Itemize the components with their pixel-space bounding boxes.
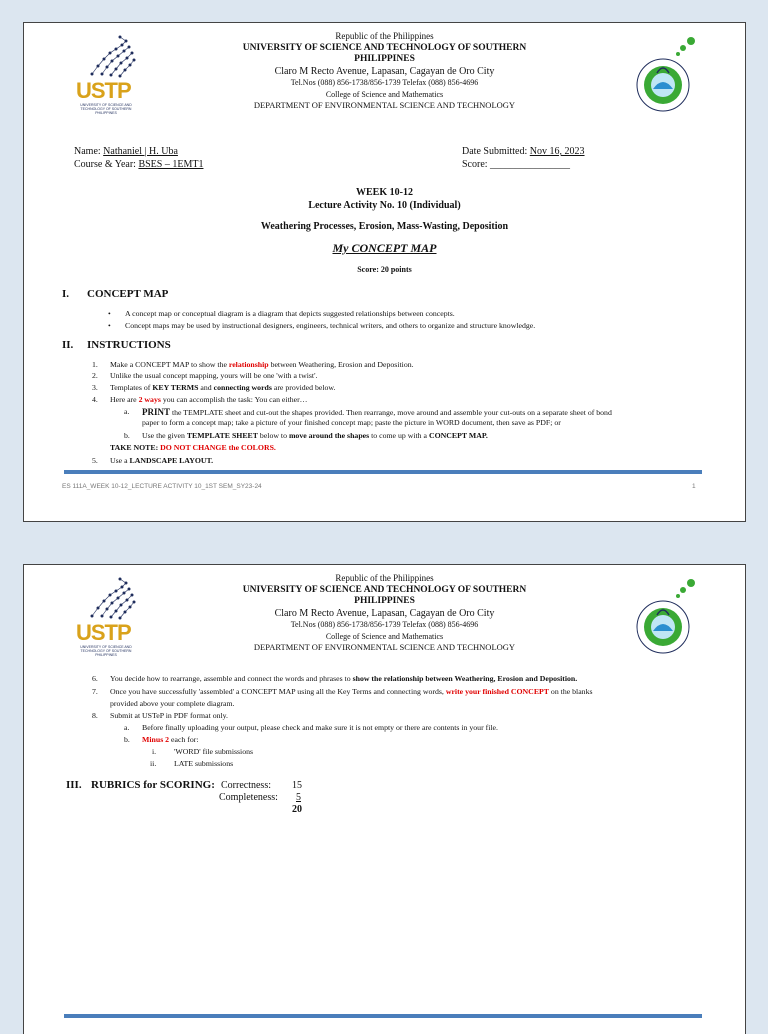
ustp-logo-subtitle: UNIVERSITY OF SCIENCE AND TECHNOLOGY OF SOUTHERN PHILIPPINES <box>80 645 132 657</box>
header-line-college: College of Science and Mathematics <box>325 631 444 641</box>
instruction-6: You decide how to rearrange, assemble and connect the words and phrases to show the relationship between Weathering, Erosion and Deposition. <box>110 674 578 683</box>
roman-marker-ii: ii. <box>150 759 157 768</box>
score-title: Score: 20 points <box>357 265 412 274</box>
instruction-7-line-2: provided above your complete diagram. <box>110 699 235 708</box>
footer-text: ES 111A_WEEK 10-12_LECTURE ACTIVITY 10_1ST SEM_SY23-24 <box>62 483 262 490</box>
footer-rule <box>64 470 702 474</box>
course-value: BSES – 1EMT1 <box>138 159 204 170</box>
list-number-7: 7. <box>92 687 98 696</box>
instruction-4a-line-1: PRINT the TEMPLATE sheet and cut-out the shapes provided. Then rearrange, move around and assemble your cut-outs on a separate sheet of bond <box>142 407 612 417</box>
list-number-3: 3. <box>92 383 98 392</box>
name-value: Nathaniel | H. Uba <box>103 146 178 157</box>
instruction-4: Here are 2 ways you can accomplish the task: You can either… <box>110 395 308 404</box>
section-3-number: III. <box>66 779 82 791</box>
university-header <box>24 31 745 112</box>
instruction-4a-line-2: paper to form a concept map; take a picture of your finished concept map; paste the picture in WORD document, then save as PDF; or <box>142 418 561 427</box>
completeness-value: 5 <box>296 792 301 803</box>
course-label: Course & Year: <box>74 159 136 170</box>
section-1-number: I. <box>62 288 70 300</box>
section-1-title: CONCEPT MAP <box>87 288 169 300</box>
instruction-8a: Before finally uploading your output, please check and make sure it is not empty or there are contents in your file. <box>142 723 498 732</box>
header-line-department: DEPARTMENT OF ENVIRONMENTAL SCIENCE AND TECHNOLOGY <box>253 100 516 110</box>
list-number-4: 4. <box>92 395 98 404</box>
section-2-heading <box>62 339 171 351</box>
completeness-label: Completeness: <box>219 792 278 803</box>
name-row <box>74 146 178 157</box>
take-note: TAKE NOTE: DO NOT CHANGE the COLORS. <box>110 443 276 452</box>
header-line-phone: Tel.Nos (088) 856-1738/856-1739 Telefax (088) 856-4696 <box>290 78 479 87</box>
header-line-college: College of Science and Mathematics <box>325 89 444 99</box>
correctness-label: Correctness: <box>221 780 271 791</box>
ustp-logo-text: USTP <box>76 620 131 645</box>
date-value: Nov 16, 2023 <box>529 146 585 157</box>
header-line-department: DEPARTMENT OF ENVIRONMENTAL SCIENCE AND TECHNOLOGY <box>253 642 516 652</box>
correctness-value: 15 <box>292 780 302 791</box>
document-page-1 <box>23 22 746 522</box>
bullet-marker: • <box>108 309 111 318</box>
section-3-title: RUBRICS for SCORING: <box>91 779 215 791</box>
instruction-4b: Use the given TEMPLATE SHEET below to move around the shapes to come up with a CONCEPT MAP. <box>142 431 488 440</box>
footer-rule <box>64 1014 702 1018</box>
header-line-university: UNIVERSITY OF SCIENCE AND TECHNOLOGY OF SOUTHERN <box>242 584 527 595</box>
university-header <box>24 573 745 654</box>
section-2-number: II. <box>62 339 74 351</box>
instruction-5: Use a LANDSCAPE LAYOUT. <box>110 456 214 465</box>
section-1-heading <box>62 288 168 300</box>
instruction-8b: Minus 2 each for: <box>142 735 199 744</box>
list-number-8: 8. <box>92 711 98 720</box>
week-title: WEEK 10-12 <box>356 187 413 198</box>
date-row <box>462 146 585 157</box>
section-1-bullet-2: Concept maps may be used by instructional designers, engineers, technical writers, and others to organize and structure knowledge. <box>125 321 536 330</box>
header-line-philippines: PHILIPPINES <box>354 54 415 64</box>
course-row <box>74 159 203 170</box>
instruction-8b-i: 'WORD' file submissions <box>174 747 254 756</box>
topic-title: Weathering Processes, Erosion, Mass-Wasting, Deposition <box>260 221 509 232</box>
instruction-2: Unlike the usual concept mapping, yours will be one 'with a twist'. <box>110 371 318 380</box>
header-line-philippines: PHILIPPINES <box>354 596 415 606</box>
section-2-title: INSTRUCTIONS <box>87 339 171 351</box>
instruction-1: Make a CONCEPT MAP to show the relationship between Weathering, Erosion and Deposition. <box>110 360 414 369</box>
list-number-1: 1. <box>92 360 98 369</box>
roman-marker-i: i. <box>152 747 157 756</box>
sub-marker-a: a. <box>124 407 130 416</box>
header-line-republic: Republic of the Philippines <box>335 31 434 41</box>
header-line-address: Claro M Recto Avenue, Lapasan, Cagayan de Oro City <box>274 607 495 619</box>
score-row <box>462 159 570 170</box>
header-line-address: Claro M Recto Avenue, Lapasan, Cagayan de Oro City <box>274 65 495 77</box>
header-line-phone: Tel.Nos (088) 856-1738/856-1739 Telefax (088) 856-4696 <box>290 620 479 629</box>
sub-marker-a: a. <box>124 723 130 732</box>
instruction-8b-ii: LATE submissions <box>174 759 234 768</box>
date-label: Date Submitted: <box>462 146 528 157</box>
total-score: 20 <box>292 804 302 815</box>
instruction-3: Templates of KEY TERMS and connecting words are provided below. <box>110 383 336 392</box>
section-1-bullet-1: A concept map or conceptual diagram is a diagram that depicts suggested relationships between concepts. <box>125 309 455 318</box>
list-number-2: 2. <box>92 371 98 380</box>
score-label: Score: <box>462 159 488 170</box>
sub-marker-b: b. <box>124 735 130 744</box>
ustp-logo-subtitle: UNIVERSITY OF SCIENCE AND TECHNOLOGY OF SOUTHERN PHILIPPINES <box>80 103 132 115</box>
sub-marker-b: b. <box>124 431 130 440</box>
list-number-5: 5. <box>92 456 98 465</box>
page-number: 1 <box>692 483 696 490</box>
activity-title: Lecture Activity No. 10 (Individual) <box>308 200 461 211</box>
instruction-8: Submit at USTeP in PDF format only. <box>110 711 228 720</box>
list-number-6: 6. <box>92 674 98 683</box>
instruction-7-line-1: Once you have successfully 'assembled' a CONCEPT MAP using all the Key Terms and connecting words, write your finished CONCEPT on the blanks <box>110 687 593 696</box>
score-blank: ________________ <box>490 159 571 170</box>
section-3-heading <box>66 779 215 791</box>
header-line-republic: Republic of the Philippines <box>335 573 434 583</box>
document-page-2 <box>23 564 746 1034</box>
concept-map-title: My CONCEPT MAP <box>332 241 437 255</box>
header-line-university: UNIVERSITY OF SCIENCE AND TECHNOLOGY OF SOUTHERN <box>242 42 527 53</box>
bullet-marker: • <box>108 321 111 330</box>
ustp-logo-text: USTP <box>76 78 131 103</box>
name-label: Name: <box>74 146 101 157</box>
